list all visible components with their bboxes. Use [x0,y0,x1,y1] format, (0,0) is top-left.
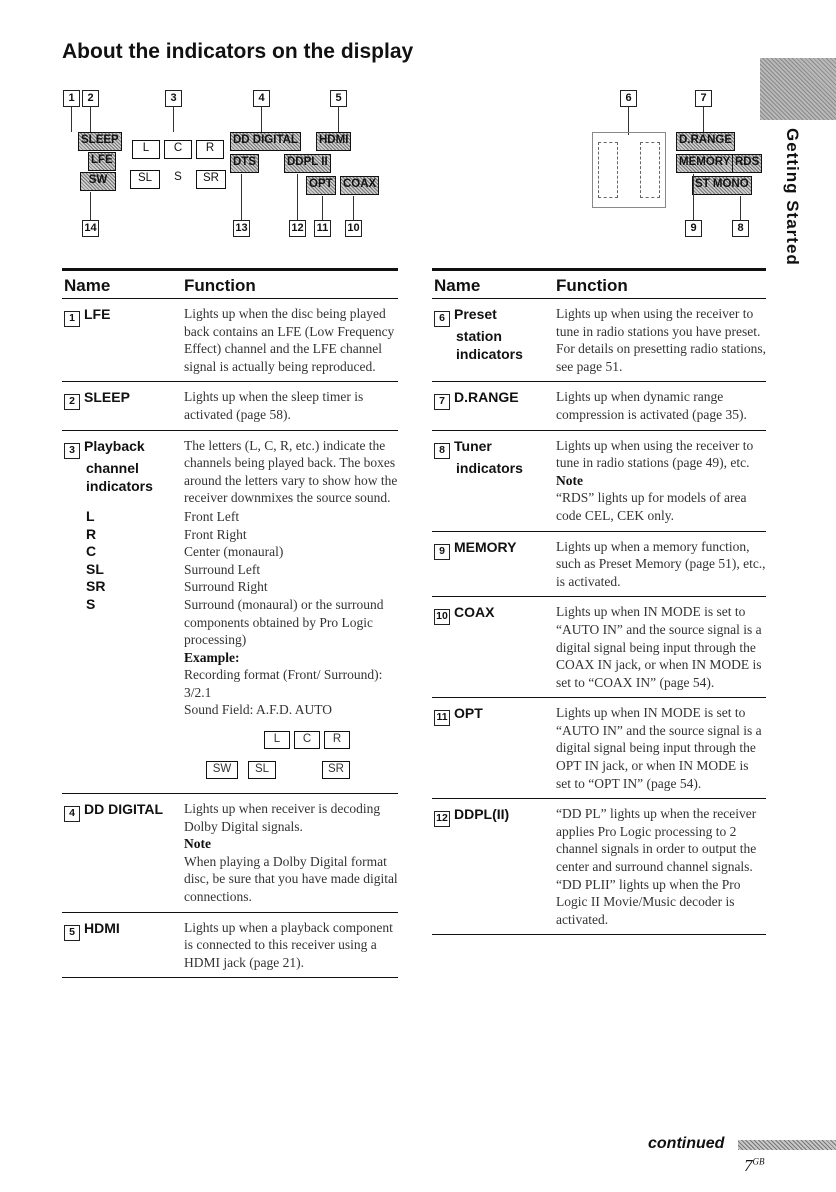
entry-text: Lights up when IN MODE is set to “AUTO IN” and the source signal is a digital signal being input through the COAX IN jack, or when IN MODE is set to “COAX IN” (page 54). [556,604,762,690]
continued-label: continued [648,1135,725,1152]
header-name: Name [434,276,481,295]
table-header [432,268,766,299]
example-label: Example: [184,649,240,665]
entry-name: Preset [454,306,497,322]
entry-coax: 10 COAX Lights up when IN MODE is set to “AUTO IN” and the source signal is a digital signal being input through the COAX IN jack, or when IN MODE is set to “COAX IN” (page 54). [432,597,766,698]
entry-lfe: 1 LFE Lights up when the disc being played back contains an LFE (Low Frequency Effect) channel and the LFE channel signal is actually being reproduced. [62,299,398,382]
rds-indicator: RDS [732,154,762,173]
header-function: Function [556,276,628,295]
c-indicator: C [164,140,192,159]
coax-indicator: COAX [340,176,379,195]
entry-playback-channel: 3 Playback channel indicators The letters (L, C, R, etc.) indicate the channels being played back. The boxes around the letters vary to show how the receiver downmixes the source sound. L Front Left R Front Right C Center (monaural) SL Surround Left SR Surround Right S Surround (monaural) or the surround components obtained by Pro Logic processing) Example: Recording format (Front/ Surround): 3/2.1 Sound Field: A.F.D. AUTO L C R SW SL SR [62,431,398,795]
header-function: Function [184,276,256,295]
entry-dolby-digital: 4 DD DIGITAL Lights up when receiver is decoding Dolby Digital signals. Note When playing a Dolby Digital format disc, be sure that you have made digital connections. [62,794,398,913]
r-indicator: R [196,140,224,159]
memory-indicator: MEMORY [676,154,733,173]
entry-name: D.RANGE [454,389,519,406]
note-label: Note [556,472,583,488]
callout-6: 6 [620,90,637,107]
entry-text: Lights up when the sleep timer is activated (page 58). [184,389,364,422]
entry-text: Lights up when using the receiver to tune in radio stations (page 49), etc. [556,437,754,471]
example-indicator-diagram: L C R SW SL SR [184,731,398,787]
entry-preset-station: 6 Preset station indicators Lights up when using the receiver to tune in radio stations you have preset. For details on presetting radio stations, see page 51. [432,299,766,382]
entry-name: Tuner [454,437,492,454]
left-column [62,268,398,978]
entry-hdmi: 5 HDMI Lights up when a playback component is connected to this receiver using a HDMI jack (page 21). [62,913,398,979]
page-number: $7^{GB}$ [744,1156,765,1175]
lfe-indicator: LFE [88,152,116,171]
sw-indicator: SW [80,172,116,191]
entry-text: The letters (L, C, R, etc.) indicate the channels being played back. The boxes around the letters vary to show how the receiver downmixes the source sound. [184,437,398,506]
entry-opt: 11 OPT Lights up when IN MODE is set to “AUTO IN” and the source signal is a digital signal being input through the OPT IN jack, or when IN MODE is set to “OPT IN” (page 54). [432,698,766,799]
entry-text: Lights up when the disc being played back contains an LFE (Low Frequency Effect) channel and the LFE channel signal is actually being reproduced. [184,306,395,374]
callout-4: 4 [253,90,270,107]
digital-indicator: DD DIGITAL [230,132,301,151]
dts-indicator: DTS [230,154,259,173]
entry-text: Lights up when IN MODE is set to “AUTO IN” and the source signal is a digital signal being input through the OPT IN jack, or when IN MODE is set to “OPT IN” (page 54). [556,705,762,791]
channel-list: L Front Left R Front Right C Center (monaural) SL Surround Left SR Surround Right S Surround (monaural) or the surround components obtained by Pro Logic processing) [86,507,384,648]
s-indicator: S [174,171,182,183]
callout-13: 13 [233,220,250,237]
entry-tuner: 8 Tuner indicators Lights up when using the receiver to tune in radio stations (page 49), etc. Note “RDS” lights up for models of area code CEL, CEK only. [432,431,766,532]
entry-name: LFE [84,306,111,322]
entry-text: Lights up when a memory function, such as Preset Memory (page 51), etc., is activated. [556,538,766,589]
entry-text: “DD PL” lights up when the receiver applies Pro Logic processing to 2 channel signals in order to output the center and surround channel signals. “DD PLII” lights up when the Pro Logic II Movie/Music decoder is activated. [556,806,757,927]
callout-11: 11 [314,220,331,237]
side-tab-label: Getting Started [783,128,802,266]
callout-2: 2 [82,90,99,107]
stmono-indicator: ST MONO [692,176,752,195]
callout-8: 8 [732,220,749,237]
entry-name: DDPL(II) [454,806,510,823]
entry-memory: 9 MEMORY Lights up when a memory function, such as Preset Memory (page 51), etc., is activated. [432,532,766,598]
entry-text: Lights up when dynamic range compression is activated (page 35). [556,389,747,422]
page-title: About the indicators on the display [62,40,414,63]
sleep-indicator: SLEEP [78,132,122,151]
example-text: Recording format (Front/ Surround): 3/2.1 [184,667,383,700]
entry-name: SLEEP [84,389,130,406]
callout-12: 12 [289,220,306,237]
entry-name: COAX [454,604,495,621]
dpl-indicator: DDPL II [284,154,331,173]
callout-14: 14 [82,220,99,237]
entry-name: Playback [84,437,145,454]
entry-drange: 7 D.RANGE Lights up when dynamic range compression is activated (page 35). [432,382,766,430]
opt-indicator: OPT [306,176,336,195]
callout-5: 5 [330,90,347,107]
l-indicator: L [132,140,160,159]
header-name: Name [64,276,111,295]
continued-bar [738,1140,836,1150]
entry-name: HDMI [84,919,120,936]
drange-indicator: D.RANGE [676,132,735,151]
digit-segment [598,142,618,198]
callout-9: 9 [685,220,702,237]
callout-10: 10 [345,220,362,237]
table-header [62,268,398,299]
callout-1: 1 [63,90,80,107]
entry-text: Lights up when receiver is decoding Dolby Digital signals. [184,801,381,834]
callout-7: 7 [695,90,712,107]
hdmi-indicator: HDMI [316,132,351,151]
entry-name: OPT [454,705,483,722]
callout-3: 3 [165,90,182,107]
entry-name: DD DIGITAL [84,801,164,818]
note-label: Note [184,836,211,852]
entry-text: Lights up when a playback component is connected to this receiver using a HDMI jack (page 21). [184,919,393,970]
note-text: When playing a Dolby Digital format disc, be sure that you have made digital connections. [184,853,398,905]
digit-segment [640,142,660,198]
note-text: “RDS” lights up for models of area code CEL, CEK only. [556,490,747,523]
sl-indicator: SL [130,170,160,189]
entry-text: Lights up when using the receiver to tune in radio stations you have preset. For details on presetting radio stations, see page 51. [556,306,766,374]
right-column [432,268,766,935]
sr-indicator: SR [196,170,226,189]
example-text-2: Sound Field: A.F.D. AUTO [184,702,332,718]
entry-name: MEMORY [454,538,517,555]
entry-sleep: 2 SLEEP Lights up when the sleep timer is activated (page 58). [62,382,398,430]
display-diagram [60,82,780,262]
entry-dolby-pl: 12 DDPL(II) “DD PL” lights up when the receiver applies Pro Logic processing to 2 channel signals in order to output the center and surround channel signals. “DD PLII” lights up when the Pro Logic II Movie/Music decoder is activated. [432,799,766,935]
